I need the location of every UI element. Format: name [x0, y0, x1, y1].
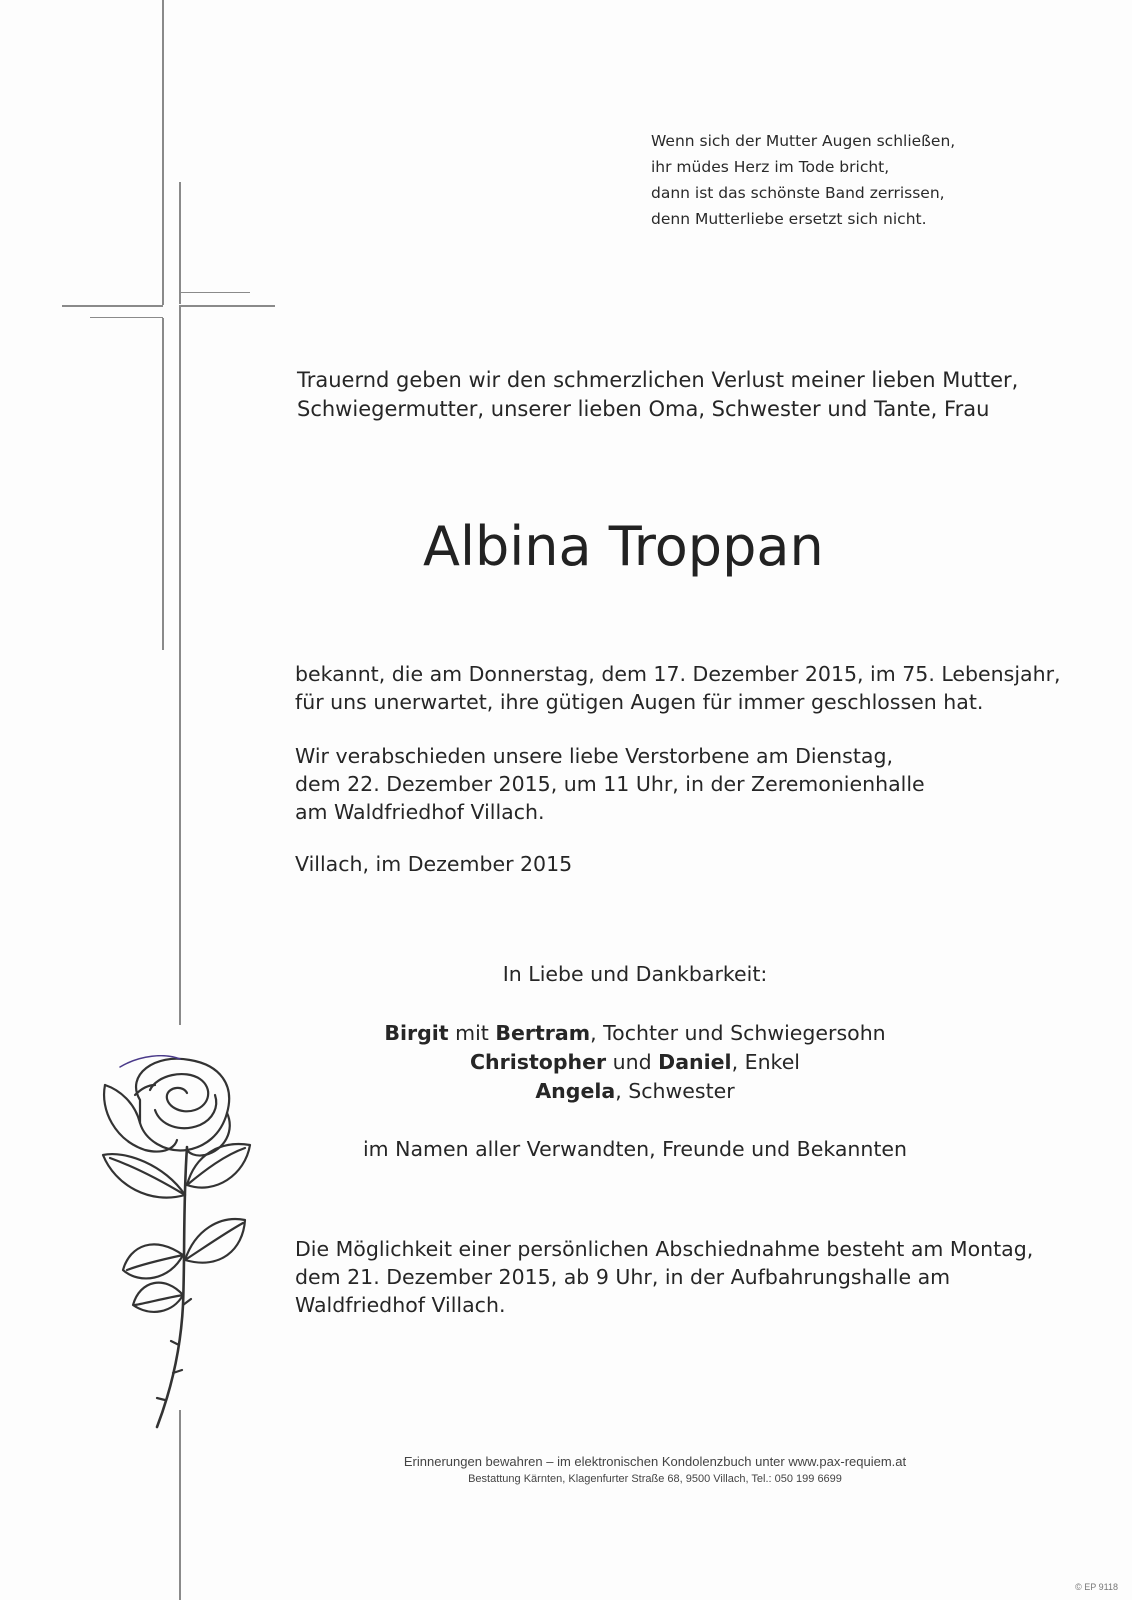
poem-line: dann ist das schönste Band zerrissen,	[651, 184, 945, 202]
form-code: © EP 9118	[1075, 1582, 1118, 1592]
mourner-sep: und	[606, 1050, 659, 1074]
footer-condolence-line: Erinnerungen bewahren – im elektronischen Kondolenzbuch unter www.pax-requiem.at	[403, 1454, 907, 1469]
mourner-relation: , Schwester	[615, 1079, 735, 1103]
intro-line: Trauernd geben wir den schmerzlichen Verlust meiner lieben Mutter,	[297, 368, 1019, 392]
mourners-list	[295, 1019, 975, 1106]
deceased-name: Albina Troppan	[423, 515, 824, 578]
mourner-line	[295, 1019, 975, 1048]
farewell-line: am Waldfriedhof Villach.	[295, 800, 545, 824]
farewell-line: Wir verabschieden unsere liebe Verstorbene am Dienstag,	[295, 744, 893, 768]
cross-top-horizontal-left	[62, 305, 163, 307]
cross-left-vertical-bottom	[162, 318, 164, 650]
announcement-line: bekannt, die am Donnerstag, dem 17. Dezember 2015, im 75. Lebensjahr,	[295, 662, 1061, 686]
cross-inner-horizontal-right	[180, 292, 250, 293]
thanks-heading: In Liebe und Dankbarkeit:	[502, 962, 768, 986]
mourner-name: Bertram	[495, 1021, 591, 1045]
mourner-relation: , Tochter und Schwiegersohn	[590, 1021, 886, 1045]
viewing-line: Die Möglichkeit einer persönlichen Abschiednahme besteht am Montag,	[295, 1237, 1034, 1261]
viewing-info	[295, 1235, 1035, 1319]
viewing-line: dem 21. Dezember 2015, ab 9 Uhr, in der Aufbahrungshalle am	[295, 1265, 951, 1289]
cross-left-vertical-top	[162, 0, 164, 305]
intro-line: Schwiegermutter, unserer lieben Oma, Schwester und Tante, Frau	[297, 397, 990, 421]
place-date-text: Villach, im Dezember 2015	[295, 852, 573, 876]
cross-lower-horizontal-left	[90, 317, 163, 318]
footer	[290, 1452, 1020, 1488]
cross-right-vertical-bottom	[179, 305, 181, 1025]
mourner-name: Angela	[535, 1079, 616, 1103]
farewell-text	[295, 742, 1035, 826]
poem-line: ihr müdes Herz im Tode bricht,	[651, 158, 890, 176]
footer-address-line: Bestattung Kärnten, Klagenfurter Straße 68, 9500 Villach, Tel.: 050 199 6699	[468, 1473, 842, 1485]
announcement-line: für uns unerwartet, ihre gütigen Augen für immer geschlossen hat.	[295, 690, 984, 714]
poem-line: denn Mutterliebe ersetzt sich nicht.	[651, 210, 927, 228]
place-date	[295, 850, 1035, 878]
cross-right-vertical-top	[179, 182, 181, 304]
mourner-name: Christopher	[469, 1050, 607, 1074]
poem-line: Wenn sich der Mutter Augen schließen,	[651, 132, 956, 150]
mourner-name: Daniel	[658, 1050, 732, 1074]
viewing-line: Waldfriedhof Villach.	[295, 1293, 506, 1317]
mourner-relation: , Enkel	[731, 1050, 801, 1074]
cross-bottom-vertical	[179, 1410, 181, 1600]
mourner-name: Birgit	[384, 1021, 449, 1045]
farewell-line: dem 22. Dezember 2015, um 11 Uhr, in der Zeremonienhalle	[295, 772, 925, 796]
cross-top-horizontal-right	[179, 305, 275, 307]
mourner-line	[295, 1048, 975, 1077]
relatives-line: im Namen aller Verwandten, Freunde und Bekannten	[362, 1137, 908, 1161]
announcement-text	[295, 660, 1061, 716]
mourner-line	[295, 1077, 975, 1106]
mourner-sep: mit	[448, 1021, 496, 1045]
poem	[651, 128, 981, 232]
rose-icon	[95, 1055, 265, 1435]
intro-text	[297, 366, 1019, 424]
